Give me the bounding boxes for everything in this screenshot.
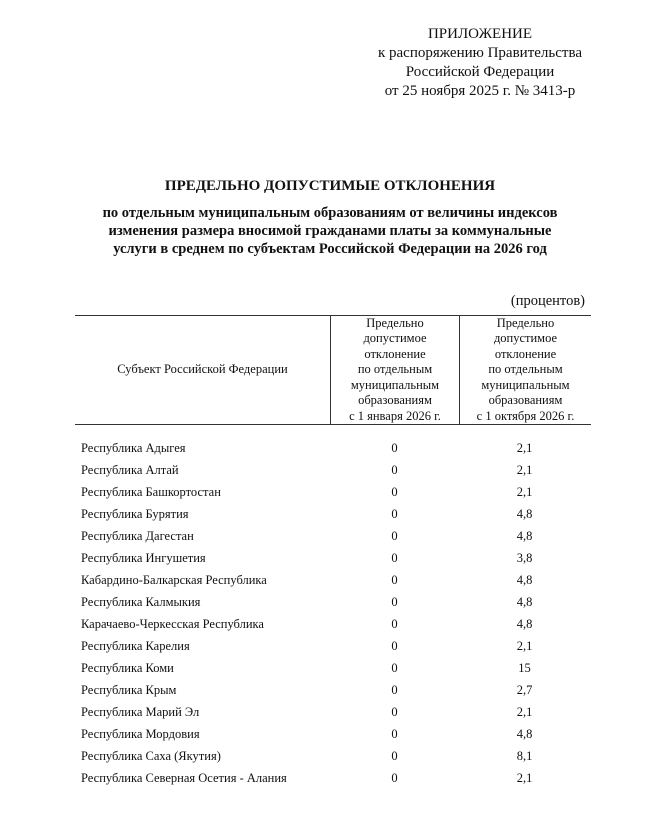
subject-name-cell: Республика Башкортостан — [81, 485, 221, 499]
table-row — [0, 613, 661, 635]
oct-value-cell: 2,1 — [516, 705, 533, 719]
table-row — [0, 481, 661, 503]
table-row — [0, 635, 661, 657]
header-jan — [331, 316, 459, 424]
jan-value-cell: 0 — [391, 485, 398, 499]
subject-name-cell: Республика Калмыкия — [81, 595, 201, 609]
table-row — [0, 437, 661, 459]
table-row — [0, 723, 661, 745]
header-line: с 1 октября 2026 г. — [476, 408, 575, 423]
annex-ref-line: к распоряжению Правительства — [377, 45, 582, 61]
jan-value-cell: 0 — [391, 573, 398, 587]
jan-value-cell: 0 — [391, 727, 398, 741]
header-line: образованиям — [488, 393, 563, 408]
subject-name-cell: Республика Марий Эл — [81, 705, 200, 719]
subject-name-cell: Республика Алтай — [81, 463, 179, 477]
table-row — [0, 525, 661, 547]
unit-label: (процентов) — [510, 293, 585, 309]
oct-value-cell: 15 — [518, 661, 531, 675]
document-title: ПРЕДЕЛЬНО ДОПУСТИМЫЕ ОТКЛОНЕНИЯ — [164, 178, 496, 194]
oct-value-cell: 3,8 — [516, 551, 533, 565]
annex-heading: ПРИЛОЖЕНИЕ — [427, 26, 533, 42]
jan-value-cell: 0 — [391, 595, 398, 609]
header-line: отклонение — [494, 346, 557, 361]
jan-value-cell: 0 — [391, 441, 398, 455]
header-line: по отдельным — [488, 362, 563, 377]
header-line: Предельно — [366, 315, 424, 330]
table-row — [0, 503, 661, 525]
jan-value-cell: 0 — [391, 507, 398, 521]
header-line: с 1 января 2026 г. — [349, 408, 441, 423]
subject-name-cell: Республика Крым — [81, 683, 177, 697]
header-line: отклонение — [364, 346, 426, 361]
subject-name-cell: Кабардино-Балкарская Республика — [81, 573, 267, 587]
jan-value-cell: 0 — [391, 639, 398, 653]
header-line: допустимое — [493, 331, 558, 346]
subject-name-cell: Республика Саха (Якутия) — [81, 749, 221, 763]
oct-value-cell: 4,8 — [516, 595, 533, 609]
header-oct — [460, 316, 591, 424]
oct-value-cell: 2,1 — [516, 485, 533, 499]
document-subtitle — [60, 204, 600, 258]
subject-name-cell: Республика Адыгея — [81, 441, 186, 455]
oct-value-cell: 2,1 — [516, 463, 533, 477]
header-line: допустимое — [363, 331, 427, 346]
table-row — [0, 591, 661, 613]
table-row — [0, 701, 661, 723]
oct-value-cell: 8,1 — [516, 749, 533, 763]
header-subject: Субъект Российской Федерации — [117, 362, 288, 377]
oct-value-cell: 2,1 — [516, 639, 533, 653]
subtitle-line: услуги в среднем по субъектам Российской Федерации на 2026 год — [113, 241, 547, 257]
table-row — [0, 745, 661, 767]
table-row — [0, 767, 661, 789]
jan-value-cell: 0 — [391, 551, 398, 565]
jan-value-cell: 0 — [391, 683, 398, 697]
jan-value-cell: 0 — [391, 529, 398, 543]
oct-value-cell: 4,8 — [516, 573, 533, 587]
table-row — [0, 657, 661, 679]
oct-value-cell: 2,7 — [516, 683, 533, 697]
annex-ref-line: Российской Федерации — [405, 64, 555, 80]
jan-value-cell: 0 — [391, 661, 398, 675]
oct-value-cell: 4,8 — [516, 529, 533, 543]
oct-value-cell: 4,8 — [516, 617, 533, 631]
subject-name-cell: Республика Северная Осетия - Алания — [81, 771, 287, 785]
jan-value-cell: 0 — [391, 463, 398, 477]
subject-name-cell: Республика Бурятия — [81, 507, 189, 521]
jan-value-cell: 0 — [391, 771, 398, 785]
oct-value-cell: 2,1 — [516, 771, 533, 785]
header-line: образованиям — [358, 393, 432, 408]
subtitle-line: по отдельным муниципальным образованиям от величины индексов — [102, 205, 558, 221]
jan-value-cell: 0 — [391, 705, 398, 719]
subject-name-cell: Республика Карелия — [81, 639, 190, 653]
table-body — [0, 437, 661, 789]
subject-name-cell: Республика Ингушетия — [81, 551, 206, 565]
annex-date-number: от 25 ноября 2025 г. № 3413-р — [384, 83, 576, 99]
jan-value-cell: 0 — [391, 617, 398, 631]
header-line: муниципальным — [350, 377, 440, 392]
subject-name-cell: Карачаево-Черкесская Республика — [81, 617, 264, 631]
oct-value-cell: 4,8 — [516, 507, 533, 521]
subject-name-cell: Республика Коми — [81, 661, 174, 675]
jan-value-cell: 0 — [391, 749, 398, 763]
table-row — [0, 547, 661, 569]
header-line: по отдельным — [357, 362, 433, 377]
table-row — [0, 569, 661, 591]
table-row — [0, 679, 661, 701]
table-row — [0, 459, 661, 481]
subject-name-cell: Республика Дагестан — [81, 529, 194, 543]
subtitle-line: изменения размера вносимой гражданами платы за коммунальные — [108, 223, 552, 239]
header-line: муниципальным — [481, 377, 570, 392]
header-line: Предельно — [496, 315, 555, 330]
oct-value-cell: 2,1 — [516, 441, 533, 455]
annex-block — [330, 25, 630, 101]
oct-value-cell: 4,8 — [516, 727, 533, 741]
subject-name-cell: Республика Мордовия — [81, 727, 200, 741]
